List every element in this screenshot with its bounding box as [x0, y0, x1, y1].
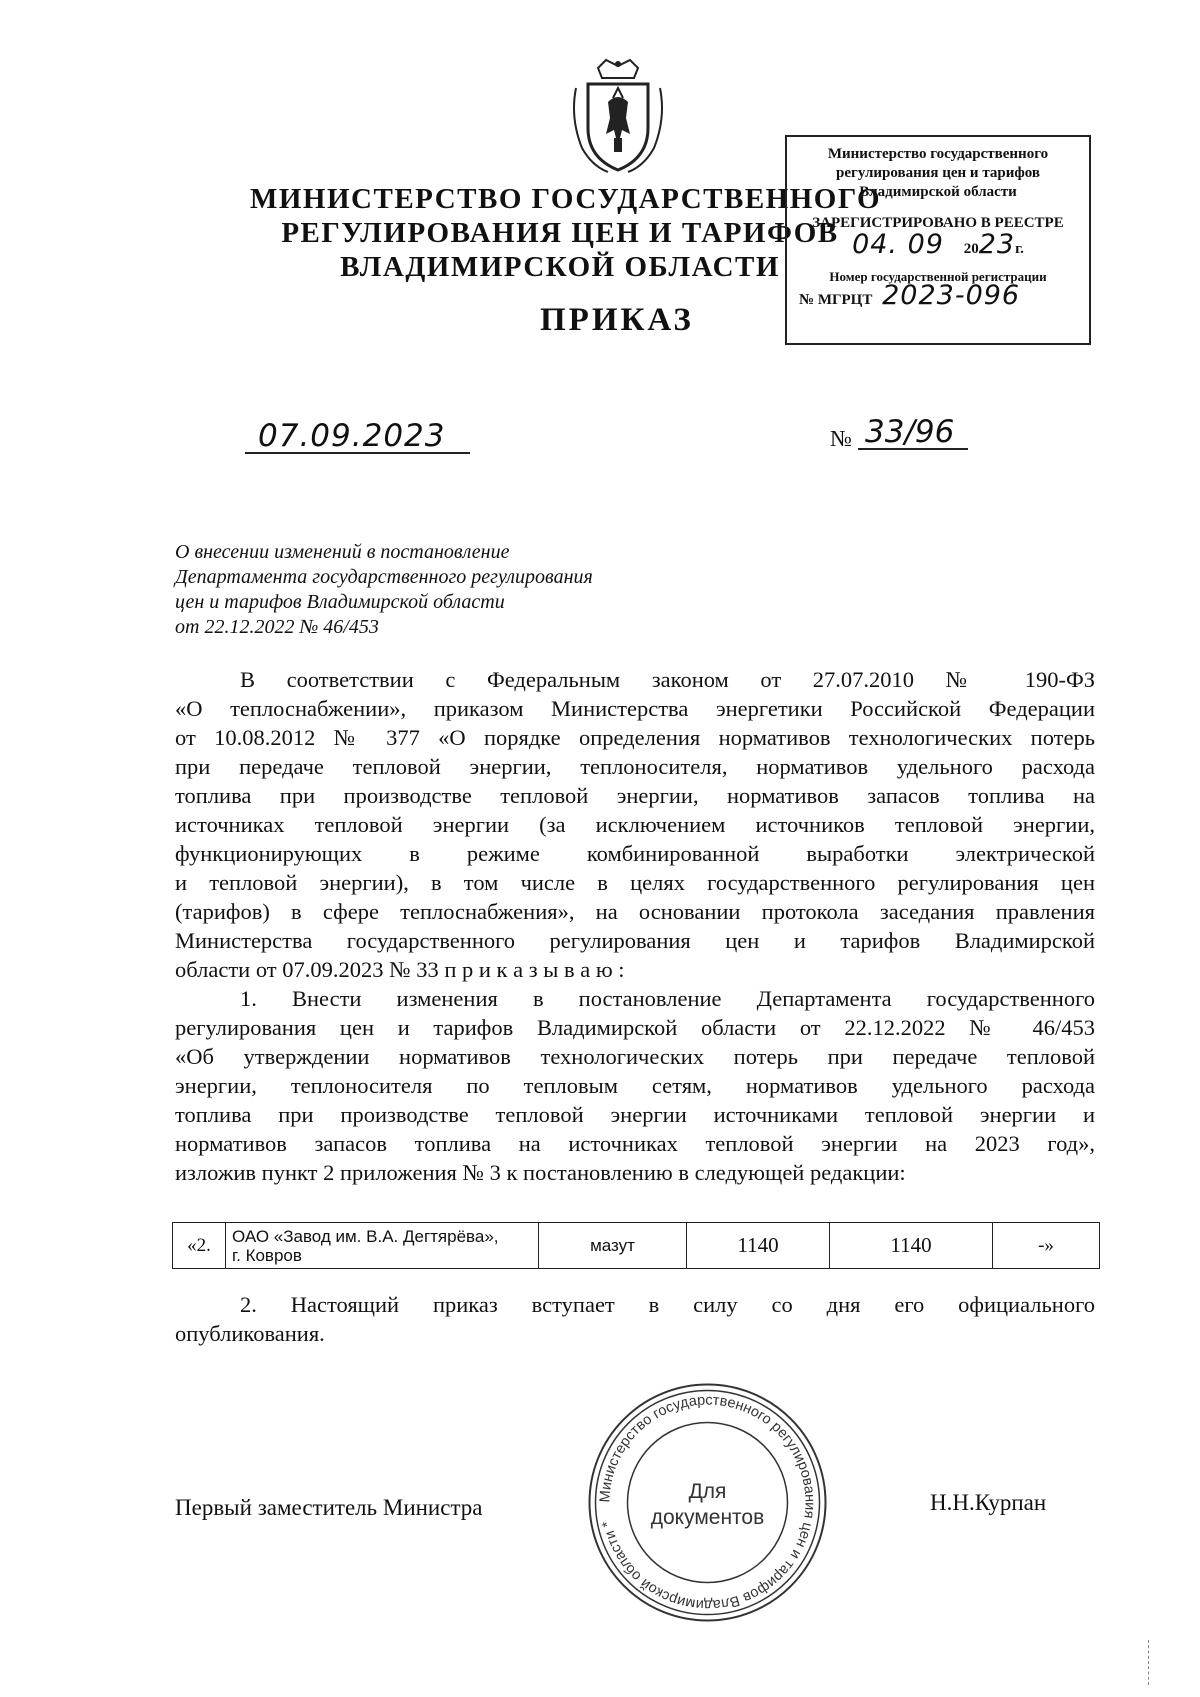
- seal-center-line: Для: [688, 1480, 727, 1503]
- official-seal-icon: [585, 1380, 830, 1625]
- seal-center-line: документов: [650, 1506, 765, 1529]
- signature-title: Первый заместитель Министра: [175, 1495, 483, 1520]
- body-line: В соответствии с Федеральным законом от 27.07.2010 № 190-ФЗ: [240, 667, 1095, 692]
- document-type: ПРИКАЗ: [540, 302, 694, 338]
- stamp-reg-number-row: [797, 280, 1079, 311]
- stamp-reg-day-month: 04. 09: [852, 229, 944, 260]
- scan-artifact: [1148, 1640, 1150, 1685]
- norms-table: [172, 1222, 1100, 1269]
- row-fuel: мазут: [539, 1223, 687, 1269]
- seal-ring-text: Министерство государственного регулирования цен и тарифов Владимирской области *: [597, 1392, 818, 1613]
- ministry-line: РЕГУЛИРОВАНИЯ ЦЕН И ТАРИФОВ: [281, 217, 839, 249]
- stamp-reg-year-prefix: 20: [963, 241, 979, 257]
- ministry-line: МИНИСТЕРСТВО ГОСУДАРСТВЕННОГО: [250, 183, 882, 215]
- order-date: 07.09.2023: [258, 418, 446, 454]
- body-line: Министерства государственного регулирования цен и тарифов Владимирской: [175, 928, 1095, 953]
- body-line: топлива при производстве тепловой энергии источниками тепловой энергии и: [175, 1102, 1095, 1127]
- row-value-1: 1140: [687, 1223, 830, 1269]
- date-underline: [245, 452, 470, 454]
- registration-stamp: [785, 135, 1091, 345]
- stamp-reg-number-label: Номер государственной регистрации: [829, 269, 1047, 284]
- body-line: 1. Внести изменения в постановление Департамента государственного: [240, 986, 1095, 1011]
- paragraph-2-line: опубликования.: [175, 1321, 325, 1346]
- body-line: изложив пункт 2 приложения № 3 к постановлению в следующей редакции:: [175, 1160, 906, 1185]
- row-index: «2.: [173, 1223, 226, 1269]
- stamp-line: Владимирской области: [859, 184, 1017, 200]
- body-line: нормативов запасов топлива на источниках тепловой энергии на 2023 год»,: [175, 1131, 1095, 1156]
- order-body: [175, 665, 1095, 1187]
- number-underline: [858, 448, 968, 450]
- stamp-year-unit: г.: [1015, 241, 1024, 257]
- paragraph-2: [175, 1290, 1095, 1348]
- subject-line: цен и тарифов Владимирской области: [175, 591, 505, 613]
- org-name: ОАО «Завод им. В.А. Дегтярёва»,: [232, 1226, 499, 1246]
- stamp-reg-number: 2023-096: [882, 280, 1021, 311]
- row-value-2: 1140: [830, 1223, 993, 1269]
- row-end: -»: [993, 1223, 1100, 1269]
- body-line: регулирования цен и тарифов Владимирской области от 22.12.2022 № 46/453: [175, 1015, 1095, 1040]
- subject-line: от 22.12.2022 № 46/453: [175, 616, 379, 638]
- stamp-line: регулирования цен и тарифов: [836, 165, 1040, 181]
- table-row: [173, 1223, 1100, 1269]
- stamp-reg-date: [797, 229, 1079, 260]
- signature-name: Н.Н.Курпан: [930, 1490, 1047, 1515]
- subject-line: Департамента государственного регулирования: [175, 566, 593, 588]
- body-line: источниках тепловой энергии (за исключением источников тепловой энергии,: [175, 812, 1095, 837]
- body-line: функционирующих в режиме комбинированной выработки электрической: [175, 841, 1095, 866]
- row-organization: [226, 1223, 539, 1269]
- stamp-line: Министерство государственного: [827, 146, 1049, 162]
- body-line: при передаче тепловой энергии, теплоносителя, нормативов удельного расхода: [175, 754, 1095, 779]
- coat-of-arms-icon: [568, 58, 668, 178]
- ministry-line: ВЛАДИМИРСКОЙ ОБЛАСТИ: [340, 251, 780, 283]
- body-line: и тепловой энергии), в том числе в целях государственного регулирования цен: [175, 870, 1095, 895]
- subject-line: О внесении изменений в постановление: [175, 541, 510, 563]
- body-line: «Об утверждении нормативов технологических потерь при передаче тепловой: [175, 1044, 1095, 1069]
- ministry-heading: [250, 182, 882, 284]
- body-line: «О теплоснабжении», приказом Министерства энергетики Российской Федерации: [175, 696, 1095, 721]
- body-line: (тарифов) в сфере теплоснабжения», на основании протокола заседания правления: [175, 899, 1095, 924]
- stamp-registered: ЗАРЕГИСТРИРОВАНО В РЕЕСТРЕ: [812, 215, 1064, 231]
- org-city: г. Ковров: [232, 1245, 302, 1265]
- order-number-label: №: [830, 426, 852, 451]
- stamp-reg-year-suffix: 23: [978, 229, 1016, 260]
- body-line: области от 07.09.2023 № 33 п р и к а з ы в а ю :: [175, 957, 625, 982]
- order-subject: [175, 540, 695, 640]
- body-line: топлива при производстве тепловой энергии, нормативов запасов топлива на: [175, 783, 1095, 808]
- paragraph-2-line: 2. Настоящий приказ вступает в силу со дня его официального: [240, 1292, 1095, 1317]
- body-line: энергии, теплоносителя по тепловым сетям, нормативов удельного расхода: [175, 1073, 1095, 1098]
- body-line: от 10.08.2012 № 377 «О порядке определения нормативов технологических потерь: [175, 725, 1095, 750]
- order-number: 33/96: [865, 414, 955, 450]
- stamp-reg-number-prefix: № МГРЦТ: [799, 292, 873, 308]
